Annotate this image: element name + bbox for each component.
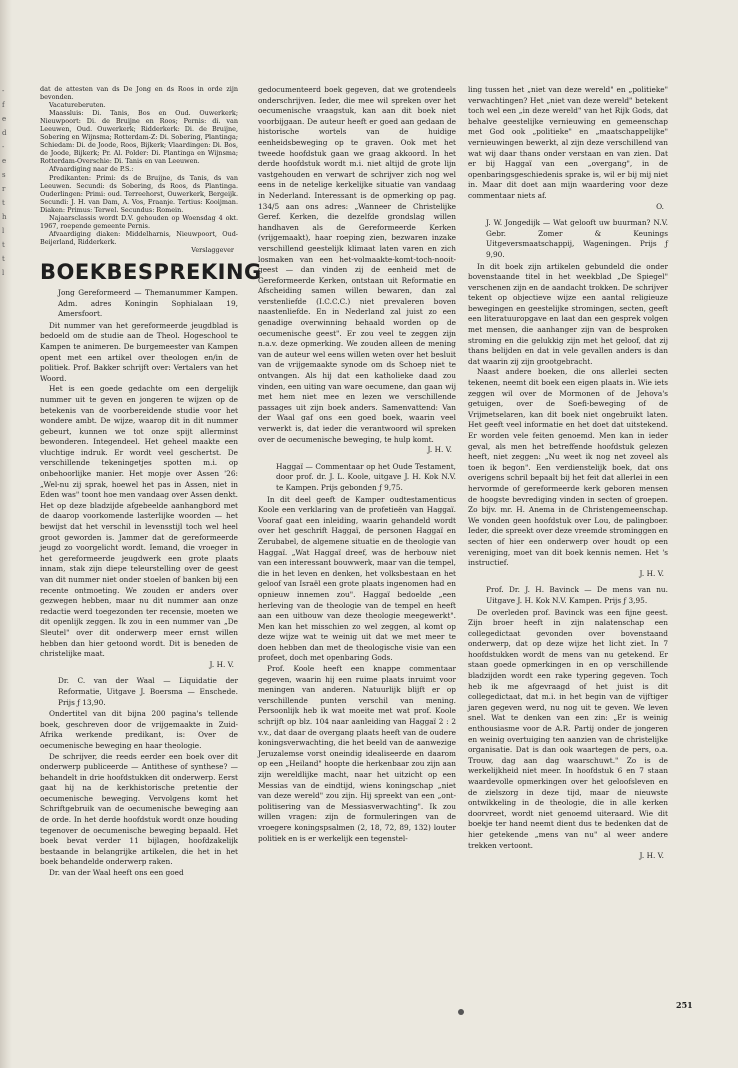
review-heading: Haggaï — Commentaar op het Oude Testament, door prof. dr. J. L. Koole, uitgave J. H. Kok N.V. te Kampen. Prijs gebonden ƒ 9,75. [276, 461, 456, 492]
margin-mark: t [2, 241, 5, 249]
review-signature: O. [656, 201, 664, 211]
classis-report [40, 85, 238, 254]
review-signature: J. H. V. [209, 659, 234, 669]
review-paragraph: Ondertitel van dit bijna 200 pagina's tellende boek, geschreven door de vrijgemaakte in Zuid-Afrika werkende predikant, is: Over de oecumenische beweging en haar theologie. [40, 709, 238, 750]
report-paragraph: dat de attesten van ds De Jong en ds Roos in orde zijn bevonden. [40, 85, 238, 102]
margin-mark: - [2, 143, 5, 151]
review-paragraph: Dr. van der Waal heeft ons een goed [49, 868, 184, 878]
review-paragraph: Het is een goede gedachte om een dergelijk nummer uit te geven en jongeren te wijzen op de betekenis van de voorbereidende studie voor het wondere ambt. De wijze, waarop dit in dit nummer gebeurt, kunnen we tot onze spijt allerminst bewonderen. Integendeel. Het geheel maakte een vluchtige indruk. Er wordt veel geschertst. De verschillende tekeningetjes spotten m.i. op onbehoorlijke manier. Het mopje over Assen '26: „Wel-nu zij sprak, hoewel het pas in Assen, niet in Eden was" toont hoe men vandaag over Assen denkt. Het op deze bladzijde afgebeelde aanhangbord met de daarop voorkomende lasterlijke woorden — het bewijst dat het verschil in levensstijl toch wel heel groot geworden is. Jammer dat de gereformeerde jeugd zo voorgelicht wordt. Iemand, die vroeger in het gereformeerde jeugdwerk een grote plaats innam, stak zijn diepe teleurstelling over de geest van dit nummer niet onder stoelen of banken bij een recente ontmoeting. We zouden er anders over gezwegen hebben, maar nu dit nummer aan onze redactie werd toegezonden ter recensie, moeten we dit openlijk zeggen. Ik zou in een nummer van „De Sleutel" over dit onderwerp meer ernst willen hebben dan hier getoond wordt. Dit is beneden de christelijke maat. [40, 384, 238, 659]
margin-mark: d [2, 129, 7, 137]
review-heading: J. W. Jongedijk — Wat gelooft uw buurman? N.V. Gebr. Zomer & Keunings Uitgeversmaatschappij, Wageningen. Prijs ƒ 9,90. [486, 218, 668, 259]
ink-dot [458, 1009, 464, 1015]
review-paragraph: In dit deel geeft de Kamper oudtestamenticus Koole een verklaring van de profetieën van Haggaï. Vooraf gaat een inleiding, waarin gehandeld wordt over het geschrift Haggaï, de personen Haggaï en Zerubabel, de algemene situatie en de theologie van Haggaï. „Wat Haggaï dreef, was de herbouw niet van een interessant bouwwerk, maar van die tempel, die in het leven en denken, het volksbestaan en het geloof van Israël een grote plaats ingenomen had en opnieuw innemen zou". Haggaï bedoelde „een herleving van de theologie van de tempel en heeft aan een uitbouw van deze theologie meegewerkt". Men kan het misschien zo wel zeggen, al komt op deze wijze wat te weinig uit dat we met meer te doen hebben dan met de theologische visie van een profeet, doch met openbaring Gods. [258, 494, 456, 663]
margin-mark: - [2, 87, 5, 95]
margin-mark: t [2, 199, 5, 207]
review-heading: Jong Gereformeerd — Themanummer Kampen. Adm. adres Koningin Sophialaan 19, Amersfoort. [58, 287, 238, 319]
review-paragraph: De overleden prof. Bavinck was een fijne geest. Zijn broer heeft in zijn nalatenschap een collegedictaat gevonden over bovenstaand onderwerp, dat op deze wijze het licht ziet. In 7 hoofdstukken wordt de mens van nu getekend. Er staan goede opmerkingen in en op verschillende bladzijden wordt een rake typering gegeven. Toch heb ik me afgevraagd of het juist is dit collegedictaat, dat m.i. in het begin van de vijftiger jaren gegeven werd, nu nog uit te geven. We leven snel. Wat te denken van een zin: „Er is weinig enthousiasme voor de A.R. Partij onder de jongeren en weinig overtuiging ten aanzien van de christelijke organisatie. Dat is dan ook waartegen de pers, o.a. Trouw, dag aan dag waarschuwt." Zo is de werkelijkheid niet meer. In hoofdstuk 6 en 7 staan waardevolle opmerkingen over het geloofsleven en de zielszorg in deze tijd, maar de nieuwste ontwikkeling in de theologie, die in alle kerken doorvreet, wordt niet genoemd uiteraard. Wie dit boekje ter hand neemt dient dus te bedenken dat de hier getekende „mens van nu" al weer andere trekken vertoont. [468, 607, 668, 850]
margin-mark: l [2, 227, 5, 235]
review-heading: Dr. C. van der Waal — Liquidatie der Reformatie, Uitgave J. Boersma — Enschede. Prijs ƒ 13,90. [58, 676, 238, 707]
margin-mark: f [2, 101, 5, 109]
review-paragraph: ling tussen het „niet van deze wereld" en „politieke" verwachtingen? Het „niet van deze wereld" betekent toch wel een „in deze wereld" van het Rijk Gods, dat behalve geestelijke vernieuwing en gemeenschap met God ook „politieke" en „maatschappelijke" vernieuwingen bewerkt, al zijn deze verschillend van wat wij daar thans onder verstaan en van zien. Dat er bij Haggaï van een „overgang", in de openbaringsgeschiedenis sprake is, wil er bij mij niet in. Maar dit doet aan mijn waardering voor deze commentaar niets af. [468, 85, 668, 200]
review-heading: Prof. Dr. J. H. Bavinck — De mens van nu. Uitgave J. H. Kok N.V. Kampen. Prijs ƒ 3,95. [486, 585, 668, 605]
report-paragraph: Afvaardiging naar de P.S.: [49, 165, 134, 174]
column-middle [258, 85, 456, 844]
review-paragraph: In dit boek zijn artikelen gebundeld die onder bovenstaande titel in het weekblad „De Spiegel" verschenen zijn en de aandacht trokken. De schrijver tekent op objectieve wijze een aantal religieuze bewegingen en geestelijke stromingen, secten, geeft een literatuuropgave en laat dan een gesprek volgen met mensen, die aanhanger zijn van de besproken stroming en die gelukkig zijn met het geloof, dat zij thans belijden en dat in vele gevallen anders is dan dat waarin zij zijn grootgebracht. [468, 261, 668, 366]
report-paragraph: Vacatureberuten. [49, 101, 106, 110]
margin-mark: h [2, 213, 7, 221]
report-paragraph: Najaarsclassis wordt D.V. gehouden op Woensdag 4 okt. 1967, roepende gemeente Pernis. [40, 213, 238, 230]
review-paragraph: De schrijver, die reeds eerder een boek over dit onderwerp publiceerde — Antithese of synthese? — behandelt in drie hoofdstukken dit onderwerp. Eerst gaat hij na de kerkhistorische pretentie der oecumenische beweging. Vervolgens komt het Schriftgebruik van de oecumenische beweging aan de orde. In het derde hoofdstuk wordt onze houding tegenover de oecumenische beweging bepaald. Het boek bevat verder 11 bijlagen, hoofdzakelijk bestaande in belangrijke artikelen, die het in het boek behandelde onderwerp raken. [40, 751, 238, 867]
report-paragraph: Maassluis: Di. Tanis, Bos en Oud. Ouwerkerk; Nieuwpoort: Di. de Bruijne en Roos; Pernis: di. van Leeuwen, Oud. Ouwerkerk; Ridderkerk: Di. de Bruijne, Sobering en Wijnsma; Rotterdam-Z: Di. Sobering, Plantinga; Schiedam: Di. de Joode, Roos, Bijkerk; Vlaardingen: Di. Bos, de Joode, Bijkerk; Pr. Al. Polder: Di. Plantinga en Wijnsma; Rotterdam-Overschie: Di. Tanis en van Leeuwen. [40, 109, 238, 166]
margin-mark: e [2, 157, 7, 165]
report-signature: Verslaggever [191, 245, 234, 254]
section-heading: BOEKBESPREKING [40, 259, 262, 284]
review-signature: J. H. V. [427, 445, 452, 455]
review-paragraph: Naast andere boeken, die ons allerlei secten tekenen, neemt dit boek een eigen plaats in. Wie iets zeggen wil over de Mormonen of de Jehova's getuigen, over de Soefi-beweging of de Vrijmetselaren, kan dit boek niet ongebruikt laten. Het geeft veel informatie en het doet dat uitstekend. Er worden vele feiten genoemd. Men kan in ieder geval, als men het betreffende hoofdstuk gelezen heeft, niet zeggen: „Nu weet ik nog net zoveel als toen ik begon". Een verdienstelijk boek, dat ons overigens schril bepaalt bij het feit dat allerlei in een hervormde of gereformeerde kerk geboren mensen de hoogste bevrediging vinden in secten of groepen. Zo bijv. mr. H. Anema in de Christengemeenschap. We vonden geen hoofdstuk over Lou, de palingboer. Ieder, die spreekt over deze vreemde strominggen en secten of hier een onderwerp over houdt op een vereniging, moet van dit boek kennis nemen. Het 's instructief. [468, 367, 668, 568]
margin-mark: t [2, 255, 5, 263]
review-paragraph: Dit nummer van het gereformeerde jeugdblad is bedoeld om de studie aan de Theol. Hogeschool te Kampen te animeren. De burgemeester van Kampen opent met een artikel over theologen en/in de politiek. Prof. Bakker schrijft over: Vertalers van het Woord. [40, 320, 238, 383]
review-signature: J. H. V. [639, 568, 664, 578]
report-paragraph: Afvaardiging diaken: Middelharnis, Nieuwpoort, Oud-Beijerland, Ridderkerk. [40, 229, 238, 246]
report-paragraph: Predikanten: Primi: ds de Bruijne, ds Tanis, ds van Leeuwen. Secundi: ds Sobering, ds Roos, ds Plantinga. Ouderlingen: Primi: oud. Terreehorst, Ouwerkerk, Bergeijk. Secundi: J. H. van Dam, A. Vos, Fraanje. Tertius: Kooijman. Diaken: Primus: Terwel. Secundus: Romein. [40, 173, 238, 214]
margin-mark: e [2, 115, 7, 123]
review-paragraph: gedocumenteerd boek gegeven, dat we grotendeels onderschrijven. Ieder, die mee wil spreken over het oecumenische vraagstuk, kan aan dit boek niet voorbijgaan. De auteur heeft er goed aan gedaan de historische wortels van de huidige eenheidsbeweging op te graven. Ook met het tweede hoofdstuk gaan we graag akkoord. In het derde hoofdstuk wordt m.i. niet altijd de grote lijn vastgehouden en verwart de schrijver zich nog wel eens in de netelige kerkelijke situatie van vandaag in Nederland. Interessant is de opmerking op pag. 134/5 aan ons adres: „Wanneer de Christelijke Geref. Kerken, die dezelfde grondslag willen handhaven als de Gereformeerde Kerken (vrijgemaakt), haar roeping zien, bezwaren inzake verschillend geestelijk klimaat laten varen en zich losmaken van een het-volmaakte-komt-toch-nooit-geest — dan vinden zij de eenheid met de Gereformeerde Kerken, ontstaan uit Reformatie en Afscheiding samen willen bewaren, dan zal verstenliefde (I.C.C.C.) niet prevaleren boven naastenliefde. En in Nederland zal juist zo een genadige overwinning behaald worden op de oecumenische geest". Er zou veel te zeggen zijn n.a.v. deze opmerking. We zouden alleen de mening van de auteur wel eens willen weten over het besluit van de vrijgemaakte synode om ds Schoep niet te ontvangen. Als hij dat een katholieke daad zou vinden, een uiting van ware oecumene, dan gaan wij met hem niet mee en lezen we verschillende passages uit zijn boek anders. Samenvattend: Van der Waal gaf ons een goed boek, waarin veel verwerkt is, dat ieder die verantwoord wil spreken over de oecumenische beweging, te hulp komt. [258, 85, 456, 444]
margin-mark: s [2, 171, 6, 179]
margin-mark: r [2, 185, 6, 193]
review-paragraph: Prof. Koole heeft een knappe commentaar gegeven, waarin hij een ruime plaats inruimt voor meningen van anderen. Natuurlijk blijft er op verschillende punten verschil van mening. Persoonlijk heb ik wat moeite met wat prof. Koole schrijft op blz. 104 naar aanleiding van Haggaï 2 : 2 v.v., dat daar de overgang plaats heeft van de oudere koningsverwachting, die het beeld van de aanwezige Jeruzalemse vorst oneindig idealiseerde en daarom op een „Heiland" hoopte die herkenbaar zou zijn aan zijn wereldlijke macht, naar het uitzicht op een Messias van de eindtijd, wiens koningschap „niet van deze wereld" zou zijn. Hij spreekt van een „ont-politisering van de Messiasverwachting". Ik zou willen vragen: zijn de formuleringen van de vroegere koningspsalmen (2, 18, 72, 89, 132) louter politiek en is er werkelijk een tegenstel- [258, 664, 456, 843]
column-right [468, 85, 668, 862]
page-number: 251 [676, 1000, 693, 1010]
margin-mark: l [2, 269, 5, 277]
column-left [40, 85, 262, 879]
left-margin-marks [2, 86, 12, 282]
review-signature: J. H. V. [639, 851, 664, 861]
